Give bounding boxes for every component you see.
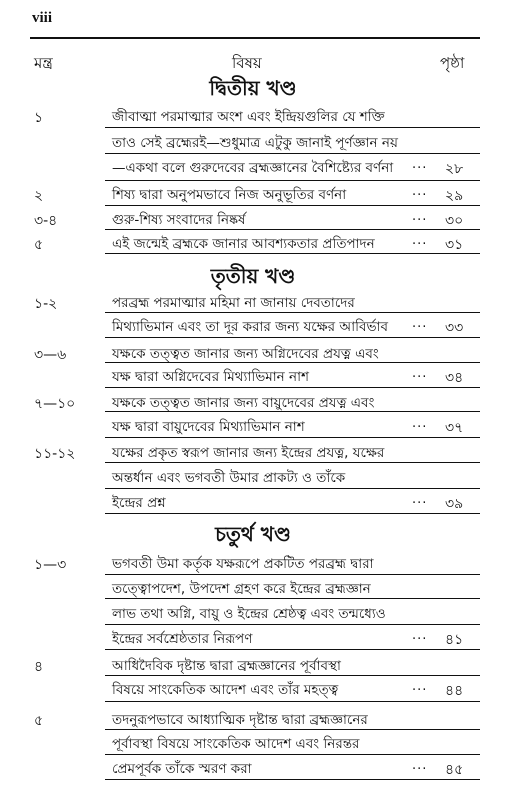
leader-dots: ... <box>412 366 428 381</box>
entry-text-line: মিথ্যাভিমান এবং তা দূর করার জন্য যক্ষের আবির্ভাব <box>112 319 388 335</box>
entry-text-line: যক্ষের প্রকৃত স্বরূপ জানার জন্য ইন্দ্রের প্রযত্ন, যক্ষের <box>112 445 385 461</box>
section-title: চতুর্থ খণ্ড <box>215 522 291 546</box>
entry-text-line: এই জন্মেই ব্রহ্মকে জানার আবশ্যকতার প্রতিপাদন <box>112 236 375 252</box>
entry-text-line: গুরু-শিষ্য সংবাদের নিষ্কর্ষ <box>112 212 246 228</box>
entry-text-line: যক্ষ দ্বারা অগ্নিদেবের মিথ্যাভিমান নাশ <box>112 369 309 385</box>
entry-text-line: প্রেমপূর্বক তাঁকে স্মরণ করা <box>112 761 252 777</box>
entry-text-line: তত্ত্বোপদেশ, উপদেশ গ্রহণ করে ইন্দ্রের ব্রহ্মজ্ঞান <box>112 581 371 597</box>
leader-dots: ... <box>412 628 428 643</box>
entry-text-line: শিষ্য দ্বারা অনুপমভাবে নিজ অনুভূতির বর্ণনা <box>112 187 347 203</box>
leader-dots: ... <box>412 157 428 172</box>
page-ref: ৩০ <box>445 213 464 229</box>
page-ref: ৩৩ <box>445 320 464 336</box>
leader-dots: ... <box>412 492 428 507</box>
page-ref: ৩৯ <box>445 496 464 512</box>
entry-text-line: পরব্রহ্ম পরমাত্মার মহিমা না জানায় দেবতাদের <box>112 295 355 311</box>
mantra-number: ৭—১০ <box>34 396 76 412</box>
mantra-number: ১ <box>34 110 44 126</box>
entry-text-line: আধিদৈবিক দৃষ্টান্ত দ্বারা ব্রহ্মজ্ঞানের পূর্বাবস্থা <box>112 658 341 674</box>
column-header-mantra: মন্ত্র <box>34 54 53 72</box>
entry-text-line: ইন্দ্রের সর্বশ্রেষ্ঠতার নিরূপণ <box>112 631 253 647</box>
page-ref: ৩৪ <box>445 370 464 386</box>
entry-text-line: বিষয়ে সাংকেতিক আদেশ এবং তাঁর মহত্ত্ব <box>112 682 339 698</box>
entry-text-line: ইন্দ্রের প্রশ্ন <box>112 495 166 511</box>
leader-dots: ... <box>412 233 428 248</box>
header-rule <box>30 37 480 39</box>
entry-text-line: জীবাত্মা পরমাত্মার অংশ এবং ইন্দ্রিয়গুলির যে শক্তি <box>112 109 385 125</box>
entry-text-line: পূর্বাবস্থা বিষয়ে সাংকেতিক আদেশ এবং নিরন্তর <box>112 736 360 752</box>
section-title: দ্বিতীয় খণ্ড <box>209 76 297 100</box>
leader-dots: ... <box>412 758 428 773</box>
leader-dots: ... <box>412 184 428 199</box>
page-number: viii <box>32 10 53 26</box>
entry-text-line: যক্ষকে তত্ত্বত জানার জন্য অগ্নিদেবের প্রযত্ন এবং <box>112 346 379 362</box>
mantra-number: ৪ <box>34 659 44 675</box>
column-header-page: পৃষ্ঠা <box>440 54 465 72</box>
entry-text-line: যক্ষকে তত্ত্বত জানার জন্য বায়ুদেবের প্রযত্ন এবং <box>112 395 375 411</box>
page-ref: ২৮ <box>445 161 464 177</box>
mantra-number: ৫ <box>34 237 44 253</box>
entry-text-line: তাও সেই ব্রহ্মেরই—শুধুমাত্র এটুকু জানাই পূর্ণজ্ঞান নয় <box>112 135 398 151</box>
entry-text-line: অন্তর্ধান এবং ভগবতী উমার প্রাকট্য ও তাঁকে <box>112 470 346 486</box>
entry-text-line: লাভ তথা অগ্নি, বায়ু ও ইন্দ্রের শ্রেষ্ঠত্ব এবং তন্মধ্যেও <box>112 606 386 622</box>
entry-text-line: তদনুরূপভাবে আধ্যাত্মিক দৃষ্টান্ত দ্বারা ব্রহ্মজ্ঞানের <box>112 712 368 728</box>
leader-dots: ... <box>412 316 428 331</box>
entry-text-line: যক্ষ দ্বারা বায়ুদেবের মিথ্যাভিমান নাশ <box>112 419 305 435</box>
leader-dots: ... <box>412 679 428 694</box>
entry-text-line: ভগবতী উমা কর্তৃক যক্ষরূপে প্রকটিত পরব্রহ্ম দ্বারা <box>112 556 374 572</box>
mantra-number: ১—৩ <box>34 557 67 573</box>
mantra-number: ১১-১২ <box>34 446 76 462</box>
mantra-number: ৩—৬ <box>34 347 67 363</box>
page-ref: ৩১ <box>445 237 464 253</box>
entry-underline <box>105 180 480 181</box>
page-ref: ৪১ <box>445 632 464 648</box>
leader-dots: ... <box>412 209 428 224</box>
leader-dots: ... <box>412 416 428 431</box>
page-ref: ২৯ <box>445 188 464 204</box>
entry-text-line: —একথা বলে গুরুদেবের ব্রহ্মজ্ঞানের বৈশিষ্ট্যের বর্ণনা <box>112 160 394 176</box>
section-title: তৃতীয় খণ্ড <box>210 264 296 288</box>
mantra-number: ৫ <box>34 713 44 729</box>
page-ref: ৪৪ <box>445 683 464 699</box>
page-ref: ৩৭ <box>445 420 464 436</box>
mantra-number: ১-২ <box>34 296 58 312</box>
mantra-number: ৩-৪ <box>34 213 58 229</box>
page-ref: ৪৫ <box>445 762 464 778</box>
column-header-subject: বিষয় <box>232 54 262 72</box>
mantra-number: ২ <box>34 188 44 204</box>
